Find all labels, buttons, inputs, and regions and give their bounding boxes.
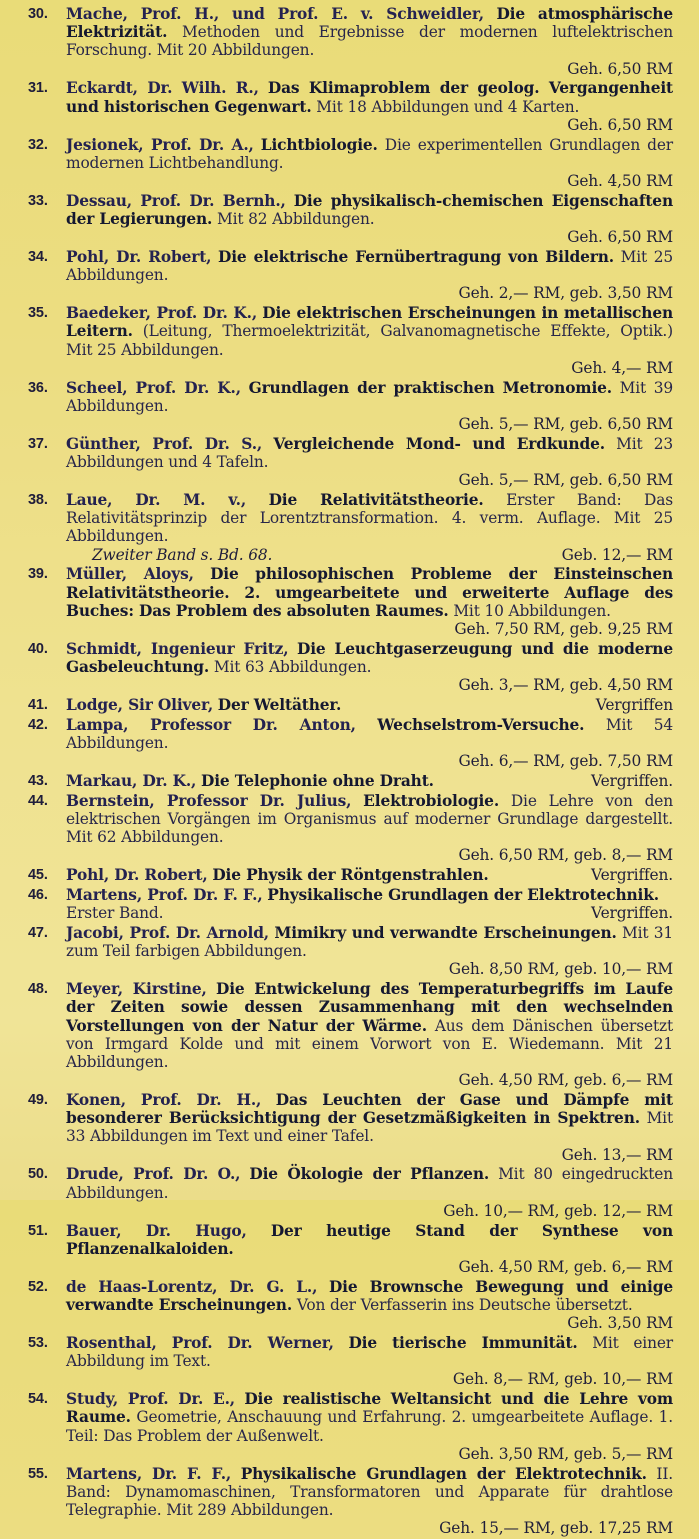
entry-price: Geh. 4,50 RM, geb. 6,— RM (458, 1071, 673, 1090)
entry-description: Mit 39 Abbildungen. (66, 378, 673, 415)
entry-number: 33. (28, 192, 48, 209)
list-item (28, 1278, 673, 1333)
entry-title: Die realistische Weltansicht und die Lehre vom Raume. (66, 1390, 673, 1427)
entry-author: Lodge, Sir Oliver, (66, 696, 214, 715)
entry-author: Markau, Dr. K., (66, 772, 197, 791)
list-item (28, 716, 673, 771)
entry-description: II. Band: Dynamomaschinen, Transformatoren und Apparate für drahtlose Telegraphie. Mit 289 Abbildungen. (66, 1464, 673, 1520)
entry-number: 48. (28, 981, 48, 998)
entry-title: Grundlagen der praktischen Metronomie. (248, 378, 612, 397)
list-item (28, 136, 673, 191)
entry-author: Günther, Prof. Dr. S., (66, 434, 263, 453)
list-item (28, 248, 673, 303)
entry-author: Bernstein, Professor Dr. Julius, (66, 791, 352, 810)
entry-number: 53. (28, 1335, 48, 1352)
entry-number: 50. (28, 1166, 48, 1183)
entry-price: Geh. 6,— RM, geb. 7,50 RM (458, 752, 673, 771)
entry-title: Vergleichende Mond- und Erdkunde. (273, 434, 605, 453)
entry-number: 31. (28, 80, 48, 97)
entry-title: Das Leuchten der Gase und Dämpfe mit besonderer Berücksichtigung der Gesetzmäßigkeiten in Spektren. (66, 1091, 673, 1128)
entry-price: Geh. 10,— RM, geb. 12,— RM (443, 1201, 673, 1220)
entry-price: Geh. 3,50 RM (567, 1314, 673, 1333)
entry-description: Aus dem Dänischen übersetzt von Irmgard Kolde und mit einem Vorwort von E. Wiedemann. Mit 21 Abbildungen. (66, 1016, 673, 1072)
entry-note: Zweiter Band s. Bd. 68. (92, 545, 273, 564)
entry-price: Geh. 4,50 RM (567, 172, 673, 191)
entry-price: Vergriffen. (591, 904, 673, 923)
entry-price-row (66, 904, 673, 922)
entry-price: Geh. 15,— RM, geb. 17,25 RM (439, 1519, 673, 1538)
entry-price: Geh. 5,— RM, geb. 6,50 RM (458, 471, 673, 490)
entry-description: Erster Band. (66, 904, 164, 923)
entry-price: Geh. 13,— RM (561, 1145, 673, 1164)
entry-author: Jesionek, Prof. Dr. A., (66, 135, 254, 154)
entry-number: 51. (28, 1222, 48, 1239)
entry-title: Die Physik der Röntgenstrahlen. (212, 866, 489, 885)
entry-number: 34. (28, 249, 48, 266)
entry-title: Die Entwickelung des Temperaturbegriffs im Laufe der Zeiten sowie dessen Zusammenhang mit den wechselnden Vorstellungen von der Natur der Wärme. (66, 980, 673, 1035)
entry-author: Rosenthal, Prof. Dr. Werner, (66, 1334, 334, 1353)
entry-price: Geh. 5,— RM, geb. 6,50 RM (458, 415, 673, 434)
entry-number: 49. (28, 1092, 48, 1109)
entry-number: 36. (28, 379, 48, 396)
entry-title: Die philosophischen Probleme der Einsteinschen Relativitätstheorie. 2. umgearbeitete und erweiterte Auflage des Buches: Das Problem des absoluten Raumes. (66, 565, 674, 620)
entry-row (66, 696, 673, 714)
entry-title: Lichtbiologie. (260, 135, 378, 154)
list-item (28, 1390, 673, 1463)
list-item (28, 772, 673, 790)
entry-number: 42. (28, 716, 48, 733)
entry-description: Die Lehre von den elektrischen Vorgängen im Organismus auf moderner Grundlage dargestellt. Mit 62 Abbildungen. (66, 791, 673, 847)
list-item (28, 1222, 673, 1277)
entry-description: Mit 80 eingedruckten Abbildungen. (66, 1165, 673, 1202)
entry-price: Geh. 8,— RM, geb. 10,— RM (452, 1370, 673, 1389)
entry-description: Von der Verfasserin ins Deutsche übersetzt. (296, 1296, 633, 1315)
entry-price: Geh. 4,— RM (571, 358, 673, 377)
entry-price: Geh. 6,50 RM (567, 115, 673, 134)
entry-title: Die Leuchtgaserzeugung und die moderne Gasbeleuchtung. (66, 639, 673, 677)
entry-price: Geh. 6,50 RM, geb. 8,— RM (458, 846, 673, 865)
entry-author: Schmidt, Ingenieur Fritz, (66, 639, 289, 658)
entry-price: Geb. 12,— RM (561, 545, 673, 564)
entry-title: Die atmosphärische Elektrizität. (66, 5, 673, 42)
entry-price: Geh. 4,50 RM, geb. 6,— RM (458, 1258, 673, 1277)
list-item (28, 1465, 673, 1538)
entry-description: Mit 25 Abbildungen. (66, 248, 673, 285)
entry-row (66, 772, 673, 790)
entry-description: Geometrie, Anschauung und Erfahrung. 2. umgearbeitete Auflage. 1. Teil: Das Problem der Außenwelt. (66, 1408, 673, 1445)
list-item (28, 491, 673, 564)
entry-number: 41. (28, 697, 48, 714)
entry-title: Das Klimaproblem der geolog. Vergangenheit und historischen Gegenwart. (66, 79, 673, 116)
entry-price: Geh. 3,— RM, geb. 4,50 RM (458, 676, 673, 695)
entry-author: de Haas-Lorentz, Dr. G. L., (66, 1277, 318, 1296)
catalog-list (28, 5, 673, 1539)
entry-title: Die Brownsche Bewegung und einige verwandte Erscheinungen. (66, 1277, 673, 1315)
list-item (28, 5, 673, 78)
entry-title: Elektrobiologie. (363, 791, 500, 810)
entry-number: 47. (28, 925, 48, 942)
entry-price: Vergriffen. (591, 866, 673, 885)
entry-description: Mit 54 Abbildungen. (66, 715, 673, 753)
entry-author: Bauer, Dr. Hugo, (66, 1221, 247, 1240)
entry-title: Die elektrische Fernübertragung von Bildern. (218, 248, 614, 267)
entry-description: (Leitung, Thermoelektrizität, Galvanomagnetische Effekte, Optik.) Mit 25 Abbildungen. (66, 322, 673, 359)
entry-author: Baedeker, Prof. Dr. K., (66, 304, 258, 323)
list-item (28, 980, 673, 1089)
entry-title: Die elektrischen Erscheinungen in metallischen Leitern. (66, 304, 673, 341)
entry-description: Mit 82 Abbildungen. (216, 210, 375, 229)
entry-description: Die experimentellen Grundlagen der modernen Lichtbehandlung. (66, 135, 673, 172)
entry-price: Geh. 8,50 RM, geb. 10,— RM (448, 960, 673, 979)
entry-author: Martens, Dr. F. F., (66, 1464, 232, 1483)
entry-author: Scheel, Prof. Dr. K., (66, 378, 241, 397)
entry-author: Study, Prof. Dr. E., (66, 1390, 235, 1409)
entry-number: 30. (28, 6, 48, 22)
entry-author: Jacobi, Prof. Dr. Arnold, (66, 924, 270, 943)
entry-title: Die Ökologie der Pflanzen. (249, 1165, 490, 1184)
entry-price: Vergriffen (595, 696, 673, 715)
entry-description: Mit 10 Abbildungen. (453, 601, 611, 620)
list-item (28, 1091, 673, 1164)
entry-author: Dessau, Prof. Dr. Bernh., (66, 191, 286, 210)
entry-author: Drude, Prof. Dr. O., (66, 1165, 241, 1184)
entry-price: Geh. 6,50 RM (567, 228, 673, 247)
entry-author: Pohl, Dr. Robert, (66, 248, 212, 267)
list-item (28, 1334, 673, 1389)
entry-author: Pohl, Dr. Robert, (66, 866, 208, 885)
entry-description: Mit 23 Abbildungen und 4 Tafeln. (66, 434, 674, 472)
list-item (28, 696, 673, 714)
list-item (28, 924, 673, 979)
entry-number: 38. (28, 492, 48, 509)
entry-price: Vergriffen. (591, 772, 673, 791)
entry-author: Mache, Prof. H., und Prof. E. v. Schweidler, (66, 5, 484, 23)
entry-number: 54. (28, 1391, 48, 1408)
entry-title: Wechselstrom-Versuche. (377, 715, 585, 734)
entry-price: Geh. 2,— RM, geb. 3,50 RM (458, 284, 673, 303)
list-item (28, 792, 673, 865)
list-item (28, 192, 673, 247)
entry-price: Geh. 6,50 RM (567, 59, 673, 78)
entry-author: Müller, Aloys, (66, 565, 194, 584)
entry-author: Konen, Prof. Dr. H., (66, 1091, 262, 1110)
entry-title: Mimikry und verwandte Erscheinungen. (274, 924, 617, 943)
entry-number: 40. (28, 640, 48, 657)
entry-description: Mit 31 zum Teil farbigen Abbildungen. (66, 924, 674, 961)
entry-description: Methoden und Ergebnisse der modernen luftelektrischen Forschung. Mit 20 Abbildungen. (66, 23, 673, 60)
entry-description: Mit 33 Abbildungen im Text und einer Tafel. (66, 1109, 673, 1146)
entry-number: 37. (28, 435, 48, 452)
entry-title: Physikalische Grundlagen der Elektrotechnik. (267, 886, 659, 905)
entry-description: Mit einer Abbildung im Text. (66, 1334, 673, 1371)
entry-number: 52. (28, 1278, 48, 1295)
list-item (28, 640, 673, 695)
list-item (28, 886, 673, 922)
entry-author: Laue, Dr. M. v., (66, 491, 247, 510)
list-item (28, 1165, 673, 1220)
entry-author: Lampa, Professor Dr. Anton, (66, 715, 356, 734)
entry-description: Mit 63 Abbildungen. (213, 658, 372, 677)
entry-price: Geh. 7,50 RM, geb. 9,25 RM (454, 620, 673, 639)
entry-title: Die tierische Immunität. (348, 1334, 578, 1353)
entry-description: Mit 18 Abbildungen und 4 Karten. (316, 97, 580, 116)
list-item (28, 565, 673, 638)
entry-title: Die Telephonie ohne Draht. (201, 772, 434, 791)
entry-number: 43. (28, 773, 48, 790)
entry-author: Martens, Prof. Dr. F. F., (66, 886, 263, 905)
list-item (28, 79, 673, 134)
entry-number: 45. (28, 867, 48, 884)
entry-price: Geh. 3,50 RM, geb. 5,— RM (458, 1444, 673, 1463)
entry-row (66, 866, 673, 884)
entry-title: Physikalische Grundlagen der Elektrotechnik. (240, 1464, 647, 1483)
entry-author: Meyer, Kirstine, (66, 980, 207, 999)
entry-number: 32. (28, 136, 48, 153)
entry-number: 46. (28, 887, 48, 904)
entry-number: 55. (28, 1465, 48, 1482)
entry-description: Erster Band: Das Relativitätsprinzip der Lorentztransformation. 4. verm. Auflage. Mit 25 Abbildungen. (66, 491, 674, 546)
entry-number: 44. (28, 792, 48, 809)
entry-title: Die Relativitätstheorie. (268, 491, 484, 510)
entry-number: 35. (28, 305, 48, 322)
list-item (28, 435, 673, 490)
list-item (28, 866, 673, 884)
entry-author: Eckardt, Dr. Wilh. R., (66, 79, 259, 98)
list-item (28, 379, 673, 434)
entry-number: 39. (28, 566, 48, 583)
entry-price-row (66, 546, 673, 564)
list-item (28, 304, 673, 377)
entry-title: Der Weltäther. (217, 696, 342, 715)
entry-title: Der heutige Stand der Synthese von Pflanzenalkaloiden. (66, 1221, 673, 1258)
entry-title: Die physikalisch-chemischen Eigenschaften der Legierungen. (66, 191, 673, 229)
